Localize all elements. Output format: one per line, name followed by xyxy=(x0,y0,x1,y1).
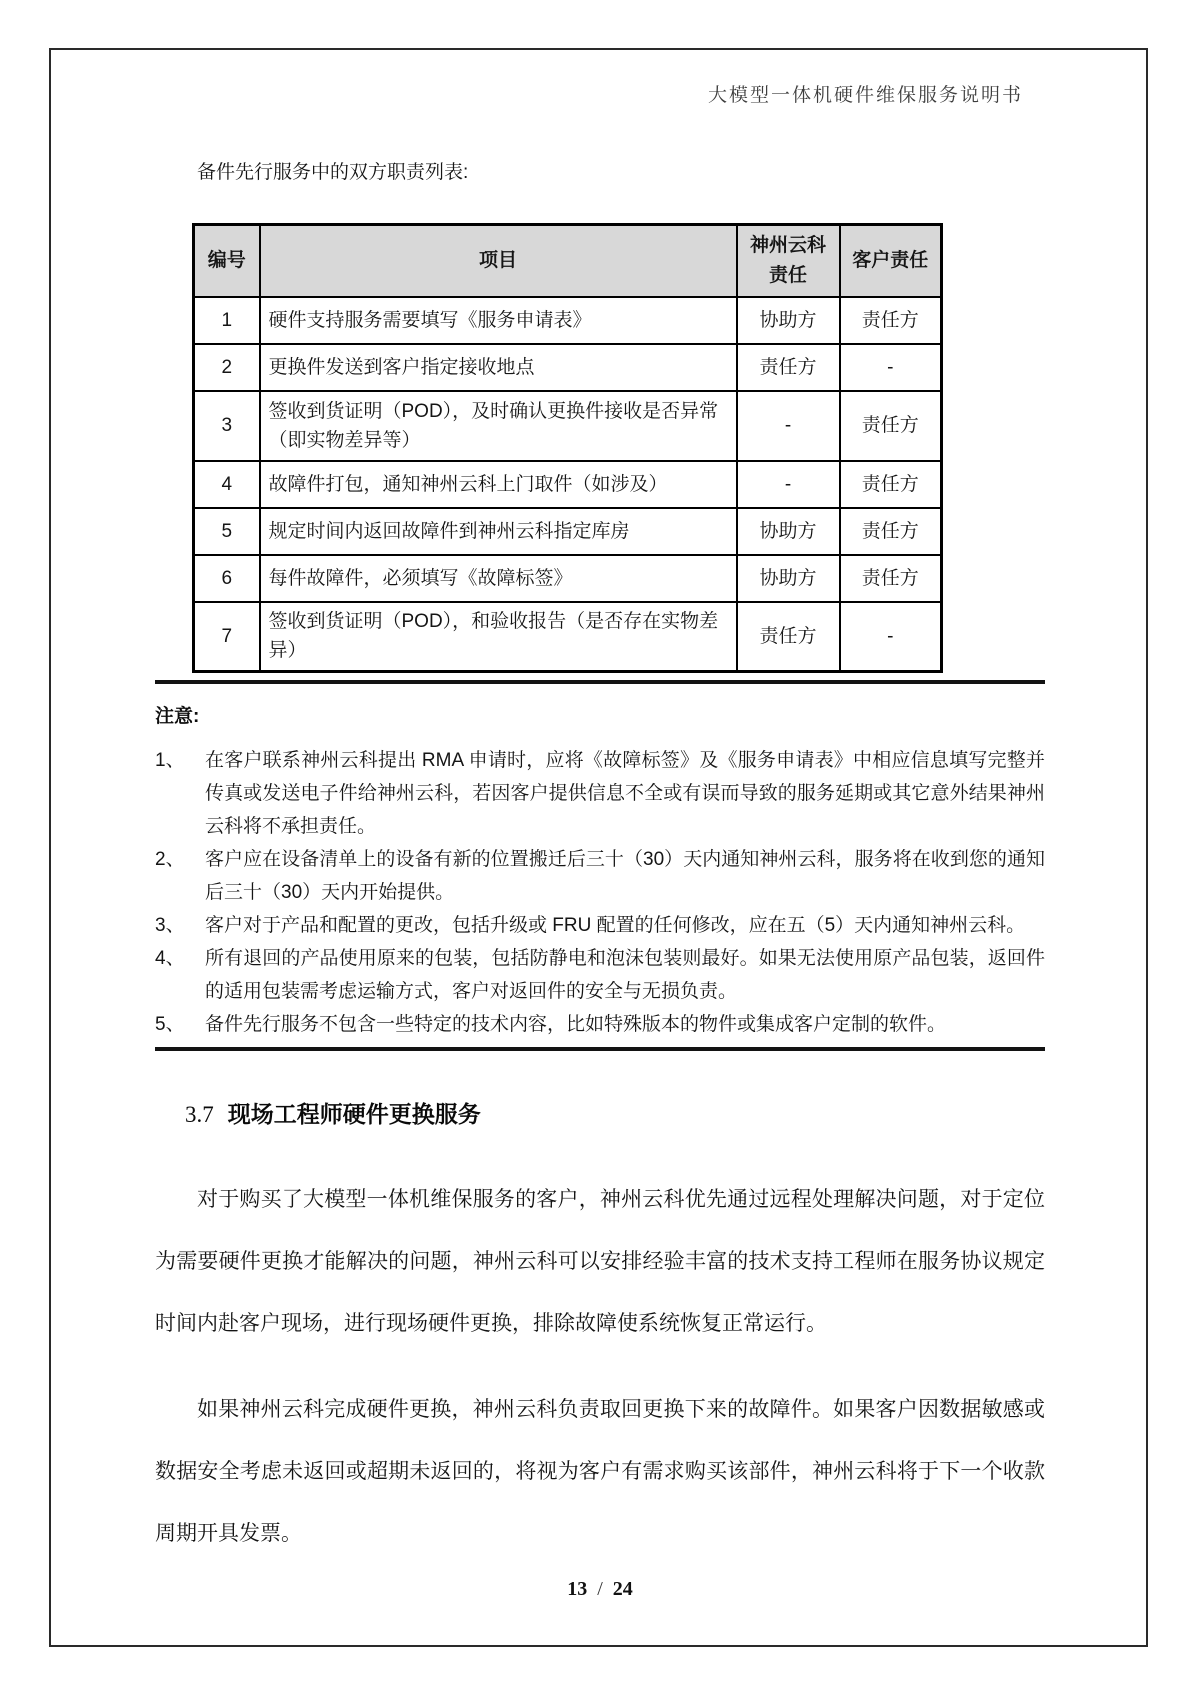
note-item xyxy=(155,942,1045,1008)
page-number-current: 13 xyxy=(567,1578,588,1600)
row-vendor-responsibility: - xyxy=(737,391,840,461)
row-id: 3 xyxy=(194,391,260,461)
note-marker: 2、 xyxy=(155,849,185,870)
column-header-item: 项目 xyxy=(260,225,737,297)
row-customer-responsibility: - xyxy=(840,344,942,391)
column-header-vendor xyxy=(737,225,840,297)
row-customer-responsibility: - xyxy=(840,602,942,672)
row-item: 签收到货证明（POD），及时确认更换件接收是否异常（即实物差异等） xyxy=(260,391,737,461)
section-title: 现场工程师硬件更换服务 xyxy=(227,1101,481,1127)
notes-list xyxy=(155,744,1045,1041)
horizontal-rule xyxy=(155,680,1045,684)
note-marker: 1、 xyxy=(155,750,185,771)
note-text: 备件先行服务不包含一些特定的技术内容，比如特殊版本的物件或集成客户定制的软件。 xyxy=(205,1014,947,1035)
row-id: 5 xyxy=(194,508,260,555)
note-item xyxy=(155,1008,1045,1041)
note-item xyxy=(155,744,1045,843)
row-item: 故障件打包，通知神州云科上门取件（如涉及） xyxy=(260,461,737,508)
table-row xyxy=(194,391,942,461)
row-vendor-responsibility: - xyxy=(737,461,840,508)
responsibility-table xyxy=(192,223,943,673)
table-row xyxy=(194,344,942,391)
note-marker: 5、 xyxy=(155,1014,185,1035)
row-vendor-responsibility: 协助方 xyxy=(737,297,840,344)
column-header-customer: 客户责任 xyxy=(840,225,942,297)
row-customer-responsibility: 责任方 xyxy=(840,555,942,602)
note-text: 所有退回的产品使用原来的包装，包括防静电和泡沫包装则最好。如果无法使用原产品包装，返回件的适用包装需考虑运输方式，客户对返回件的安全与无损负责。 xyxy=(205,948,1045,1002)
note-text: 客户应在设备清单上的设备有新的位置搬迁后三十（30）天内通知神州云科，服务将在收到您的通知后三十（30）天内开始提供。 xyxy=(205,849,1045,903)
row-item: 硬件支持服务需要填写《服务申请表》 xyxy=(260,297,737,344)
table-row xyxy=(194,297,942,344)
notes-label: 注意: xyxy=(155,706,200,727)
document-header xyxy=(155,0,1045,107)
row-vendor-responsibility: 协助方 xyxy=(737,508,840,555)
row-vendor-responsibility: 协助方 xyxy=(737,555,840,602)
note-marker: 3、 xyxy=(155,915,185,936)
note-marker: 4、 xyxy=(155,948,185,969)
row-item: 签收到货证明（POD），和验收报告（是否存在实物差异） xyxy=(260,602,737,672)
row-customer-responsibility: 责任方 xyxy=(840,391,942,461)
row-id: 6 xyxy=(194,555,260,602)
column-header-vendor-line2: 责任 xyxy=(768,264,807,286)
page-content xyxy=(155,0,1045,1565)
row-id: 7 xyxy=(194,602,260,672)
table-row xyxy=(194,602,942,672)
table-row xyxy=(194,461,942,508)
table-caption: 备件先行服务中的双方职责列表: xyxy=(197,162,469,183)
page-number-total: 24 xyxy=(612,1578,633,1600)
document-header-title: 大模型一体机硬件维保服务说明书 xyxy=(707,85,1023,106)
body-paragraph: 对于购买了大模型一体机维保服务的客户，神州云科优先通过远程处理解决问题，对于定位为需要硬件更换才能解决的问题，神州云科可以安排经验丰富的技术支持工程师在服务协议规定时间内赴客户现场，进行现场硬件更换，排除故障使系统恢复正常运行。 xyxy=(155,1188,1045,1335)
row-vendor-responsibility: 责任方 xyxy=(737,344,840,391)
note-text: 在客户联系神州云科提出 RMA 申请时，应将《故障标签》及《服务申请表》中相应信息填写完整并传真或发送电子件给神州云科，若因客户提供信息不全或有误而导致的服务延期或其它意外结果神州云科将不承担责任。 xyxy=(205,750,1045,837)
row-customer-responsibility: 责任方 xyxy=(840,508,942,555)
row-item: 更换件发送到客户指定接收地点 xyxy=(260,344,737,391)
column-header-id: 编号 xyxy=(194,225,260,297)
row-id: 4 xyxy=(194,461,260,508)
note-item xyxy=(155,909,1045,942)
table-header-row xyxy=(194,225,942,297)
table-row xyxy=(194,508,942,555)
row-item: 每件故障件，必须填写《故障标签》 xyxy=(260,555,737,602)
page-footer xyxy=(0,1578,1200,1601)
body-paragraph: 如果神州云科完成硬件更换，神州云科负责取回更换下来的故障件。如果客户因数据敏感或数据安全考虑未返回或超期未返回的，将视为客户有需求购买该部件，神州云科将于下一个收款周期开具发票。 xyxy=(155,1398,1045,1545)
page-number-separator: / xyxy=(597,1578,603,1600)
row-vendor-responsibility: 责任方 xyxy=(737,602,840,672)
row-id: 1 xyxy=(194,297,260,344)
row-customer-responsibility: 责任方 xyxy=(840,297,942,344)
horizontal-rule xyxy=(155,1047,1045,1051)
row-id: 2 xyxy=(194,344,260,391)
section-heading xyxy=(185,1096,1045,1129)
column-header-vendor-line1: 神州云科 xyxy=(749,234,826,256)
table-row xyxy=(194,555,942,602)
section-number: 3.7 xyxy=(185,1102,214,1127)
row-customer-responsibility: 责任方 xyxy=(840,461,942,508)
row-item: 规定时间内返回故障件到神州云科指定库房 xyxy=(260,508,737,555)
note-text: 客户对于产品和配置的更改，包括升级或 FRU 配置的任何修改，应在五（5）天内通知神州云科。 xyxy=(205,915,1026,936)
note-item xyxy=(155,843,1045,909)
